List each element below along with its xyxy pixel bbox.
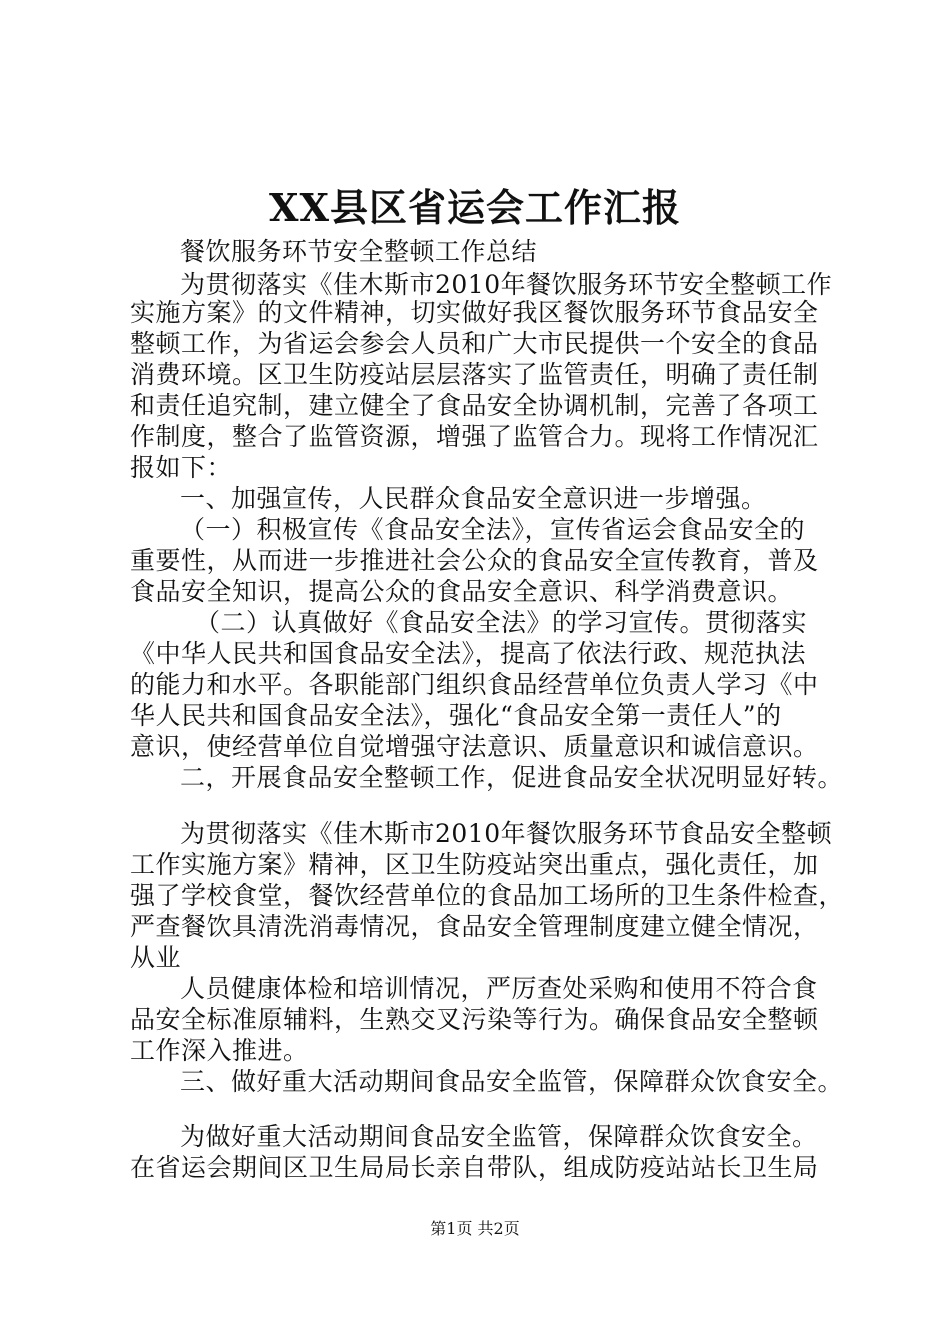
text-line: 餐饮服务环节安全整顿工作总结 xyxy=(180,237,538,266)
page-number: 第1页 共2页 xyxy=(430,1219,520,1238)
text-line: 的能力和水平。各职能部门组织食品经营单位负责人学习《中 xyxy=(130,670,819,699)
text-line: 从业 xyxy=(130,943,182,972)
text-line: 《中华人民共和国食品安全法》，提高了依法行政、规范执法 xyxy=(130,639,807,668)
text-line: 食品安全知识，提高公众的食品安全意识、科学消费意识。 xyxy=(130,577,794,606)
text-line: 整顿工作，为省运会参会人员和广大市民提供一个安全的食品 xyxy=(130,329,819,358)
text-line: 品安全标准原辅料，生熟交叉污染等行为。确保食品安全整顿 xyxy=(130,1005,819,1034)
text-line: 强了学校食堂，餐饮经营单位的食品加工场所的卫生条件检查， xyxy=(130,881,845,910)
text-line: 实施方案》的文件精神，切实做好我区餐饮服务环节食品安全 xyxy=(130,298,819,327)
text-line: 人员健康体检和培训情况，严厉查处采购和使用不符合食 xyxy=(180,974,818,1003)
text-line: 严查餐饮具清洗消毒情况，食品安全管理制度建立健全情况， xyxy=(130,912,819,941)
text-line: 工作实施方案》精神，区卫生防疫站突出重点，强化责任，加 xyxy=(130,850,819,879)
text-line: （二）认真做好《食品安全法》的学习宣传。贯彻落实 xyxy=(195,608,808,637)
text-line: 在省运会期间区卫生局局长亲自带队，组成防疫站站长卫生局 xyxy=(130,1153,819,1182)
text-line: 报如下： xyxy=(130,453,233,482)
document-title: XX县区省运会工作汇报 xyxy=(269,185,681,230)
text-line: 为贯彻落实《佳木斯市2010年餐饮服务环节安全整顿工作 xyxy=(180,270,833,299)
text-line: 为贯彻落实《佳木斯市2010年餐饮服务环节食品安全整顿 xyxy=(180,819,833,848)
text-line: 一、加强宣传，人民群众食品安全意识进一步增强。 xyxy=(180,484,767,513)
text-line: （一）积极宣传《食品安全法》，宣传省运会食品安全的 xyxy=(180,515,806,544)
text-line: 作制度，整合了监管资源，增强了监管合力。现将工作情况汇 xyxy=(130,422,819,451)
text-line: 和责任追究制，建立健全了食品安全协调机制，完善了各项工 xyxy=(130,391,819,420)
text-line: 工作深入推进。 xyxy=(130,1036,309,1065)
text-line: 二，开展食品安全整顿工作，促进食品安全状况明显好转。 xyxy=(180,763,844,792)
text-line: 意识，使经营单位自觉增强守法意识、质量意识和诚信意识。 xyxy=(130,732,819,761)
text-line: 消费环境。区卫生防疫站层层落实了监管责任，明确了责任制 xyxy=(130,360,819,389)
text-line: 重要性，从而进一步推进社会公众的食品安全宣传教育，普及 xyxy=(130,546,819,575)
text-line: 华人民共和国食品安全法》，强化“食品安全第一责任人”的 xyxy=(130,701,782,730)
text-line: 为做好重大活动期间食品安全监管，保障群众饮食安全。 xyxy=(180,1122,818,1151)
text-line: 三、做好重大活动期间食品安全监管，保障群众饮食安全。 xyxy=(180,1067,844,1096)
